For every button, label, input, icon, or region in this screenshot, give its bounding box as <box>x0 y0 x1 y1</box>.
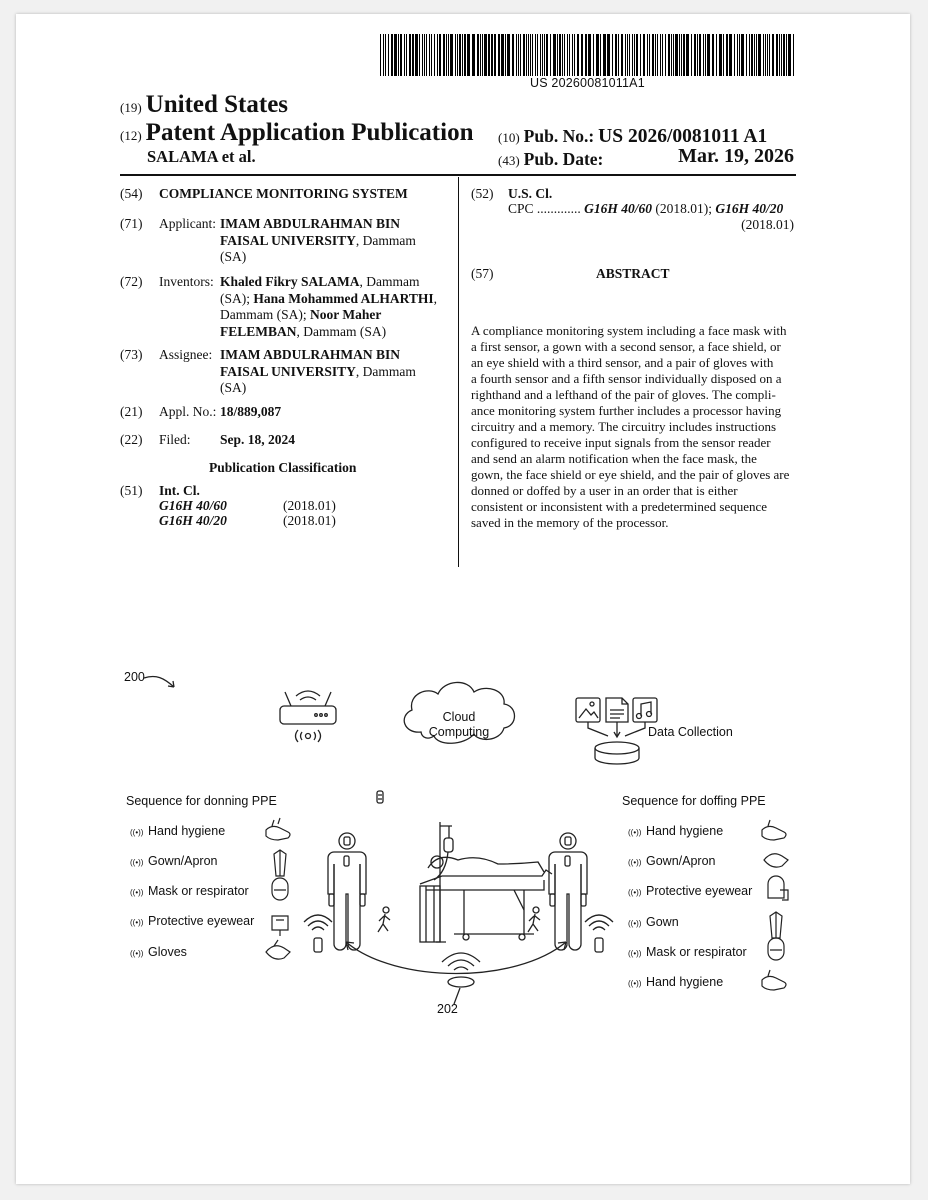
appl-no: 18/889,087 <box>220 404 282 419</box>
barcode-bar <box>426 34 427 76</box>
barcode-bar <box>681 34 682 76</box>
barcode-bar <box>459 34 461 76</box>
barcode-bar <box>398 34 399 76</box>
doffing-step-icons <box>762 820 788 990</box>
country-code: (19) <box>120 100 142 115</box>
applicant-city: , Dammam <box>355 232 416 248</box>
barcode-bar <box>472 34 475 76</box>
pubdate-label: Pub. Date: <box>523 149 604 169</box>
country-line <box>120 91 288 119</box>
barcode-bar <box>612 34 613 76</box>
barcode-bar <box>462 34 463 76</box>
gloves-icon <box>764 854 788 867</box>
barcode-bar <box>419 34 420 76</box>
barcode-bar <box>518 34 519 76</box>
assignee-line2: FAISAL UNIVERSITY <box>220 363 356 379</box>
assignee-code: (73) <box>120 347 143 362</box>
barcode-bar <box>588 34 591 76</box>
assignee-line3: (SA) <box>220 380 247 395</box>
barcode-bar <box>660 34 661 76</box>
intcl-code-1: G16H 40/60 <box>159 498 227 513</box>
barcode-bar <box>632 34 633 76</box>
doffing-step: Gown/Apron <box>646 854 716 868</box>
barcode-bar <box>746 34 747 76</box>
donning-title: Sequence for donning PPE <box>126 794 277 808</box>
uscl-code: (52) <box>471 186 494 201</box>
barcode-bar <box>699 34 701 76</box>
assignee-line1: IMAM ABDULRAHMAN BIN <box>220 347 400 362</box>
eyewear-icon <box>272 916 288 936</box>
barcode-bar <box>649 34 650 76</box>
barcode-bar <box>501 34 504 76</box>
barcode-bar <box>723 34 724 76</box>
abstract-line: gown, the face shield or eye shield, and the pair of gloves are <box>471 467 790 482</box>
cloud-label-line2: Computing <box>428 725 490 739</box>
barcode-bar <box>668 34 670 76</box>
donning-step: Hand hygiene <box>148 824 226 838</box>
abstract-line: donned or doffed by a user in an order that is either <box>471 483 738 498</box>
barcode-bar <box>683 34 685 76</box>
abstract-line: an eye shield with a third sensor, and a pair of gloves with <box>471 355 774 370</box>
abstract-heading: ABSTRACT <box>596 266 670 281</box>
cpc-year-2: (2018.01) <box>741 217 794 232</box>
barcode-bar <box>559 34 561 76</box>
applicant-line2: FAISAL UNIVERSITY <box>220 232 356 248</box>
inventor-2-sep: , <box>433 290 438 306</box>
walking-figure-right <box>528 907 540 932</box>
barcode-bar <box>526 34 527 76</box>
abstract-line: a fourth sensor and a fifth sensor individually disposed on a <box>471 371 782 386</box>
doffing-signal-icon: ((•)) <box>628 919 642 928</box>
barcode-bar <box>691 34 692 76</box>
intcl-code-2: G16H 40/20 <box>159 513 227 528</box>
appl-label: Appl. No.: <box>159 404 217 419</box>
barcode-bar <box>765 34 766 76</box>
barcode-bar <box>662 34 663 76</box>
donning-step: Gown/Apron <box>148 854 218 868</box>
doffing-step: Mask or respirator <box>646 945 747 959</box>
barcode-bar <box>758 34 761 76</box>
barcode-bar <box>409 34 411 76</box>
inventor-3-last: FELEMBAN <box>220 323 297 339</box>
barcode-bar <box>625 34 626 76</box>
barcode-bar <box>394 34 397 76</box>
barcode-bar <box>640 34 641 76</box>
publication-type: Patent Application Publication <box>145 119 474 146</box>
abstract-line: configured to receive input signals from the sensor reader <box>471 435 771 450</box>
barcode-bar <box>523 34 525 76</box>
ref-200-leader <box>144 676 174 687</box>
barcode-bar <box>679 34 680 76</box>
barcode-bar <box>607 34 610 76</box>
intcl-year-2: (2018.01) <box>283 513 336 528</box>
barcode-bar <box>585 34 587 76</box>
cloud-label-line1: Cloud <box>442 710 476 724</box>
barcode-bar <box>577 34 579 76</box>
barcode-bar <box>788 34 791 76</box>
barcode-bar <box>537 34 538 76</box>
barcode-bar <box>634 34 635 76</box>
barcode-bar <box>629 34 630 76</box>
header-rule <box>120 174 796 176</box>
barcode-bar <box>618 34 619 76</box>
intcl-label: Int. Cl. <box>159 483 200 498</box>
figure-200 <box>16 654 910 1014</box>
barcode-bar <box>422 34 423 76</box>
donning-signal-icon: ((•)) <box>130 949 144 958</box>
barcode-bar <box>673 34 674 76</box>
cpc-year-1: (2018.01); <box>655 201 713 216</box>
uscl-label: U.S. Cl. <box>508 186 553 201</box>
doffing-signal-icon: ((•)) <box>628 828 642 837</box>
applicant-value <box>220 216 460 266</box>
abstract-line: consistent or inconsistent with a predetermined sequence <box>471 499 768 514</box>
barcode-bar <box>431 34 432 76</box>
barcode-bar <box>520 34 521 76</box>
barcode-bar <box>540 34 541 76</box>
gloves-icon <box>266 940 290 959</box>
doffing-title: Sequence for doffing PPE <box>622 794 766 808</box>
walking-figure-left <box>378 907 390 932</box>
barcode-bar <box>488 34 490 76</box>
barcode <box>380 34 798 76</box>
ref-200-label: 200 <box>124 670 145 684</box>
barcode-bar <box>484 34 487 76</box>
barcode-bar <box>380 34 381 76</box>
barcode-bar <box>769 34 770 76</box>
authors: SALAMA et al. <box>147 147 256 166</box>
doffing-step: Hand hygiene <box>646 824 724 838</box>
abstract-line: a first sensor, a gown with a second sensor, a face shield, or <box>471 339 781 354</box>
cpc-line <box>508 201 783 218</box>
donning-signal-icon: ((•)) <box>130 828 144 837</box>
barcode-bar <box>600 34 601 76</box>
barcode-bar <box>415 34 418 76</box>
barcode-bar <box>779 34 780 76</box>
barcode-bar <box>467 34 470 76</box>
barcode-bar <box>675 34 678 76</box>
assignee-value <box>220 347 460 397</box>
applicant-code: (71) <box>120 216 143 231</box>
barcode-bar <box>507 34 510 76</box>
donning-step: Mask or respirator <box>148 884 249 898</box>
cpc-code-1: G16H 40/60 <box>584 201 653 216</box>
barcode-bar <box>516 34 517 76</box>
gown-icon <box>770 912 782 938</box>
barcode-bar <box>694 34 696 76</box>
donning-signal-icon: ((•)) <box>130 888 144 897</box>
cpc-prefix: CPC ............. <box>508 201 581 216</box>
barcode-text: US 20260081011A1 <box>530 76 645 90</box>
inventor-1-city: , Dammam <box>359 274 420 289</box>
donning-signal-icon: ((•)) <box>130 858 144 867</box>
barcode-bar <box>756 34 757 76</box>
inventor-2-city: Dammam (SA); <box>220 307 310 322</box>
sensor-reader-left-icon <box>304 915 332 952</box>
barcode-bar <box>729 34 732 76</box>
data-collection-icon <box>576 698 657 764</box>
data-collection-label: Data Collection <box>648 725 733 739</box>
barcode-bar <box>512 34 514 76</box>
filed-label: Filed: <box>159 432 191 447</box>
inventor-1: Khaled Fikry SALAMA <box>220 274 360 289</box>
pubno: US 2026/0081011 A1 <box>598 126 768 147</box>
barcode-bar <box>457 34 458 76</box>
doffing-step: Hand hygiene <box>646 975 724 989</box>
barcode-bar <box>749 34 750 76</box>
barcode-bar <box>455 34 456 76</box>
doffing-signal-icon: ((•)) <box>628 858 642 867</box>
barcode-bar <box>593 34 594 76</box>
barcode-bar <box>716 34 717 76</box>
barcode-bar <box>553 34 556 76</box>
barcode-bar <box>772 34 774 76</box>
inventor-3-first: Noor Maher <box>310 307 382 322</box>
pubdate-code: (43) <box>498 153 520 168</box>
doffing-signal-icon: ((•)) <box>628 949 642 958</box>
barcode-bar <box>412 34 414 76</box>
barcode-bar <box>671 34 672 76</box>
barcode-bar <box>557 34 558 76</box>
barcode-bar <box>546 34 548 76</box>
ref-202-label: 202 <box>437 1002 458 1014</box>
barcode-bar <box>574 34 575 76</box>
barcode-bar <box>655 34 656 76</box>
intcl-year-1: (2018.01) <box>283 498 336 513</box>
eyewear-icon <box>768 876 788 900</box>
filed-date: Sep. 18, 2024 <box>220 432 296 447</box>
barcode-bar <box>697 34 698 76</box>
cpc-code-2: G16H 40/20 <box>715 201 784 216</box>
assignee-label: Assignee: <box>159 347 213 362</box>
pubclass-heading: Publication Classification <box>209 460 357 475</box>
barcode-bar <box>450 34 453 76</box>
barcode-bar <box>550 34 551 76</box>
pubno-code: (10) <box>498 130 520 145</box>
abstract-line: righthand and a lefthand of the pair of gloves. The compli- <box>471 387 776 402</box>
donning-step: Gloves <box>148 945 187 959</box>
barcode-bar <box>434 34 435 76</box>
barcode-bar <box>783 34 785 76</box>
abstract-line: ance monitoring system further includes a processor having <box>471 403 782 418</box>
abstract-line: saved in the memory of the processor. <box>471 515 669 530</box>
barcode-bar <box>464 34 466 76</box>
barcode-bar <box>477 34 479 76</box>
barcode-bar <box>754 34 755 76</box>
barcode-bar <box>535 34 536 76</box>
barcode-bar <box>596 34 599 76</box>
barcode-bar <box>482 34 483 76</box>
barcode-bar <box>712 34 714 76</box>
hand-hygiene-icon <box>762 970 786 990</box>
barcode-bar <box>781 34 782 76</box>
sensor-reader-202-icon <box>442 953 480 1004</box>
barcode-bar <box>776 34 778 76</box>
barcode-bar <box>429 34 430 76</box>
barcode-bar <box>657 34 658 76</box>
abstract-line: circuitry and a memory. The circuitry includes instructions <box>471 419 777 434</box>
applicant-line3: (SA) <box>220 249 247 264</box>
intcl-code: (51) <box>120 483 143 498</box>
person-left-figure <box>328 833 366 950</box>
barcode-bar <box>439 34 441 76</box>
applicant-line1: IMAM ABDULRAHMAN BIN <box>220 216 400 231</box>
barcode-bar <box>385 34 386 76</box>
doffing-steps <box>628 824 752 989</box>
barcode-bar <box>786 34 787 76</box>
barcode-bar <box>437 34 438 76</box>
barcode-bar <box>494 34 496 76</box>
donning-step: Protective eyewear <box>148 914 255 928</box>
mask-icon <box>272 878 288 900</box>
barcode-bar <box>443 34 445 76</box>
type-code: (12) <box>120 128 142 143</box>
barcode-bar <box>665 34 666 76</box>
hand-hygiene-icon <box>266 818 290 840</box>
appl-code: (21) <box>120 404 143 419</box>
pubdate-line <box>498 149 603 170</box>
inventor-3-city: , Dammam (SA) <box>296 323 387 339</box>
barcode-bar <box>388 34 389 76</box>
barcode-bar <box>562 34 563 76</box>
doffing-step: Protective eyewear <box>646 884 753 898</box>
doffing-signal-icon: ((•)) <box>628 979 642 988</box>
abstract-line: A compliance monitoring system including a face mask with <box>471 323 787 338</box>
barcode-bar <box>406 34 407 76</box>
barcode-bar <box>686 34 689 76</box>
barcode-bar <box>621 34 623 76</box>
hand-hygiene-icon <box>762 820 786 840</box>
type-line <box>120 119 473 147</box>
inventor-2: Hana Mohammed ALHARTHI <box>253 290 434 306</box>
barcode-bar <box>615 34 617 76</box>
barcode-bar <box>572 34 573 76</box>
barcode-bar <box>703 34 704 76</box>
inventors-label: Inventors: <box>159 274 214 289</box>
sensor-reader-right-icon <box>585 915 613 952</box>
barcode-bar <box>404 34 405 76</box>
inventors-value <box>220 274 460 340</box>
applicant-label: Applicant: <box>159 216 216 231</box>
barcode-bar <box>705 34 706 76</box>
barcode-bar <box>581 34 583 76</box>
barcode-bar <box>707 34 710 76</box>
filed-code: (22) <box>120 432 143 447</box>
barcode-bar <box>448 34 449 76</box>
barcode-bar <box>544 34 545 76</box>
barcode-bar <box>564 34 565 76</box>
country: United States <box>145 91 289 118</box>
barcode-bar <box>491 34 493 76</box>
barcode-bar <box>652 34 654 76</box>
barcode-bar <box>505 34 506 76</box>
barcode-bar <box>530 34 531 76</box>
inventor-1-country: (SA); <box>220 290 254 306</box>
barcode-bar <box>383 34 384 76</box>
router-icon <box>280 691 336 742</box>
title-code: (54) <box>120 186 143 201</box>
barcode-bar <box>763 34 764 76</box>
barcode-bar <box>532 34 533 76</box>
barcode-bar <box>391 34 393 76</box>
barcode-bar <box>739 34 740 76</box>
hospital-bed-icon <box>420 822 552 942</box>
barcode-bar <box>603 34 606 76</box>
barcode-bar <box>793 34 794 76</box>
barcode-bar <box>528 34 529 76</box>
barcode-bar <box>627 34 628 76</box>
patent-page <box>16 14 910 1184</box>
barcode-bar <box>400 34 402 76</box>
doffing-step: Gown <box>646 915 679 929</box>
barcode-bar <box>498 34 500 76</box>
barcode-bar <box>636 34 638 76</box>
doffing-signal-icon: ((•)) <box>628 888 642 897</box>
sensor-tag-icon <box>377 791 383 803</box>
donning-steps <box>130 824 254 959</box>
donning-step-icons <box>266 818 290 959</box>
barcode-bar <box>767 34 768 76</box>
barcode-bar <box>647 34 648 76</box>
barcode-bar <box>741 34 744 76</box>
abstract-text <box>471 323 795 531</box>
barcode-bar <box>734 34 735 76</box>
barcode-bar <box>424 34 425 76</box>
barcode-bar <box>726 34 728 76</box>
barcode-bar <box>719 34 722 76</box>
invention-title: COMPLIANCE MONITORING SYSTEM <box>159 186 408 201</box>
inventors-code: (72) <box>120 274 143 289</box>
barcode-bar <box>569 34 570 76</box>
gown-icon <box>274 850 286 876</box>
assignee-city: , Dammam <box>355 363 416 379</box>
person-right-figure <box>549 833 587 950</box>
barcode-bar <box>567 34 568 76</box>
barcode-bar <box>480 34 481 76</box>
barcode-bar <box>751 34 753 76</box>
pubno-label: Pub. No.: <box>523 126 595 146</box>
barcode-bar <box>542 34 543 76</box>
pubdate: Mar. 19, 2026 <box>678 145 794 167</box>
donning-signal-icon: ((•)) <box>130 918 144 927</box>
barcode-bar <box>643 34 645 76</box>
mask-icon <box>768 938 784 960</box>
barcode-bar <box>446 34 447 76</box>
abstract-line: and send an alarm notification when the face mask, the <box>471 451 757 466</box>
barcode-bar <box>737 34 738 76</box>
abstract-code: (57) <box>471 266 494 281</box>
